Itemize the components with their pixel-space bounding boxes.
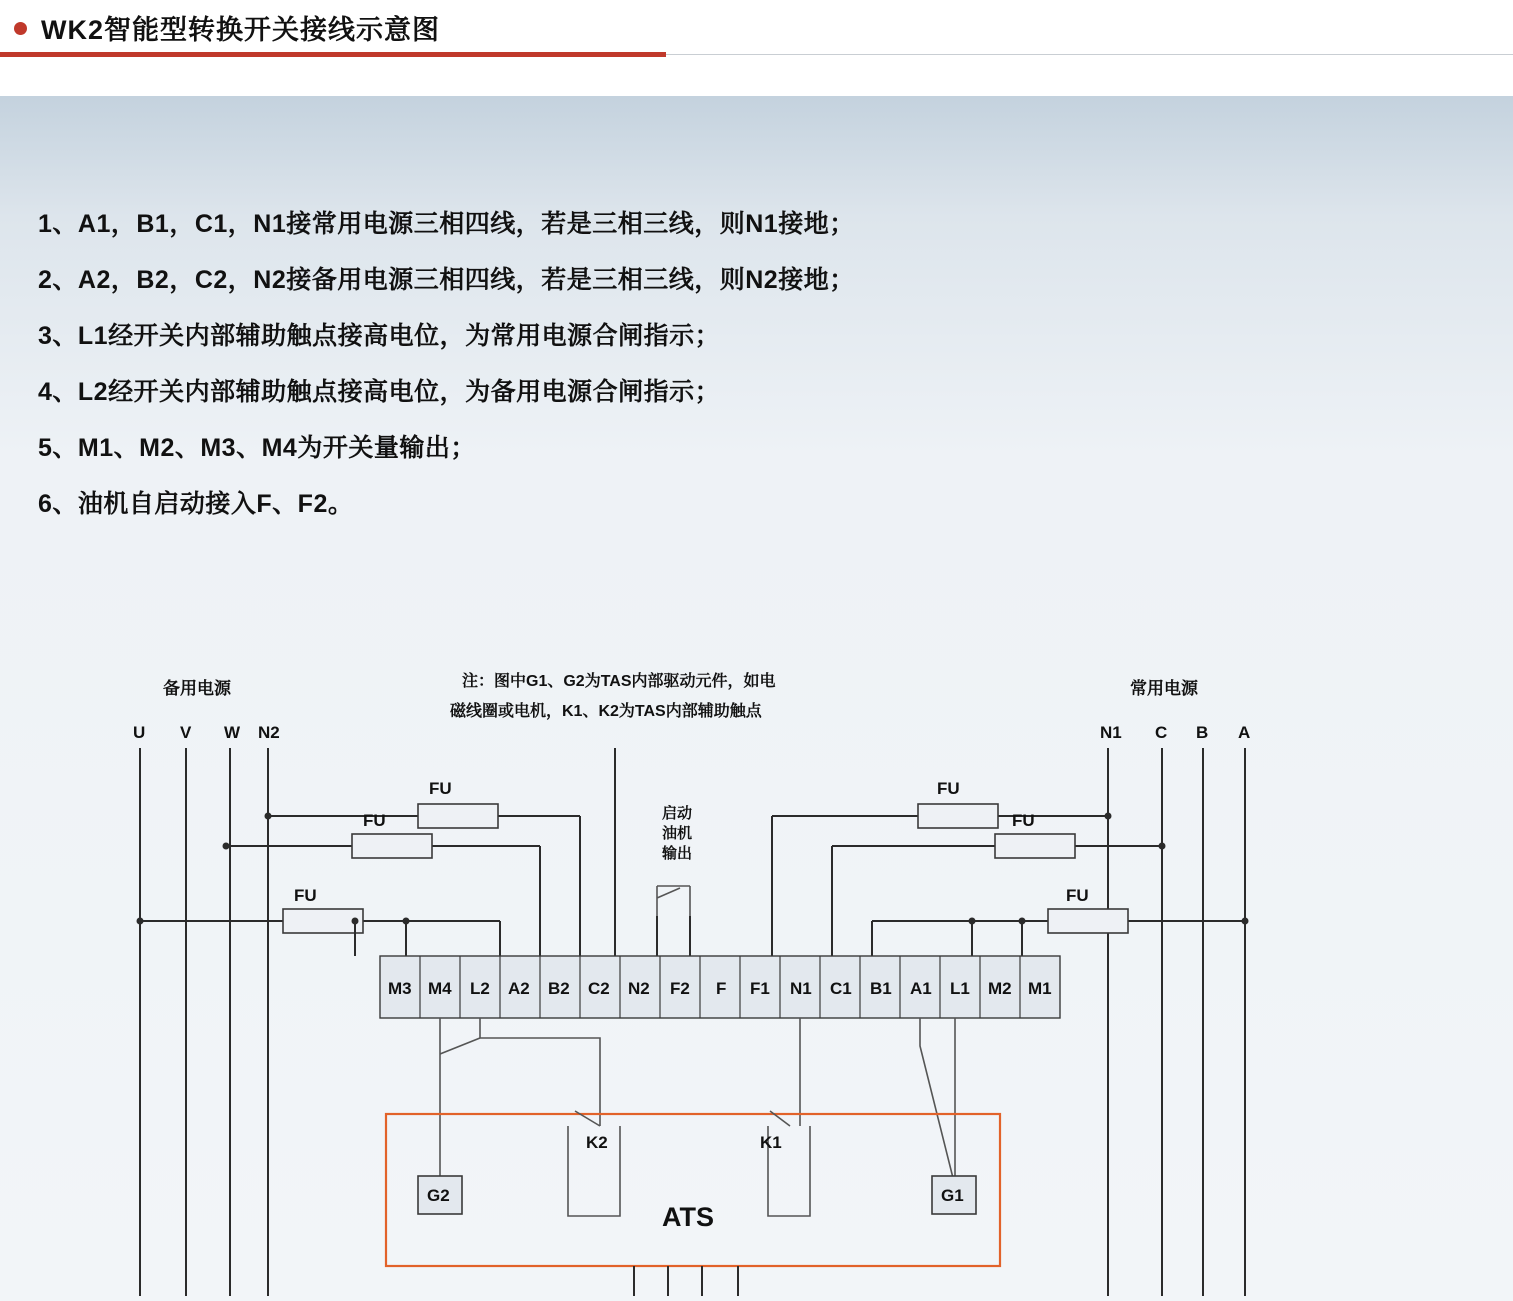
content-panel	[0, 96, 1513, 1301]
fuse-label: FU	[1012, 811, 1035, 830]
wiring-diagram	[0, 526, 1513, 1296]
diagram-note-line-1: 注：图中G1、G2为TAS内部驱动元件，如电	[462, 673, 776, 690]
note-item: 3、L1经开关内部辅助触点接高电位，为常用电源合闸指示；	[38, 322, 721, 350]
terminal-label: M4	[428, 979, 452, 998]
divider-accent	[0, 52, 666, 57]
note-item: 5、M1、M2、M3、M4为开关量输出；	[38, 434, 476, 462]
phase-label-n2: N2	[258, 723, 280, 742]
terminal-label: M1	[1028, 979, 1052, 998]
right-source-label: 常用电源	[1130, 679, 1198, 698]
phase-label-n1: N1	[1100, 723, 1122, 742]
fuse-left-3	[283, 909, 363, 933]
fuse-left-2	[352, 834, 432, 858]
contact-label-k2: K2	[586, 1133, 608, 1152]
contact-label-k1: K1	[760, 1133, 782, 1152]
phase-label-b: B	[1196, 723, 1209, 742]
terminal-label: B1	[870, 979, 892, 998]
phase-label-u: U	[133, 723, 146, 742]
terminal-label: F	[716, 979, 727, 998]
terminal-label: A2	[508, 979, 530, 998]
fuse-right-1	[918, 804, 998, 828]
fuse-right-3	[1048, 909, 1128, 933]
terminal-label: A1	[910, 979, 932, 998]
note-item: 6、油机自启动接入F、F2。	[38, 490, 354, 518]
terminal-label: C2	[588, 979, 610, 998]
driver-label-g2: G2	[427, 1186, 450, 1205]
driver-label-g1: G1	[941, 1186, 964, 1205]
terminal-label: B2	[548, 979, 570, 998]
note-item: 4、L2经开关内部辅助触点接高电位，为备用电源合闸指示；	[38, 378, 721, 406]
page-title: WK2智能型转换开关接线示意图	[41, 14, 440, 45]
ats-label: ATS	[662, 1202, 714, 1232]
note-item: 1、A1，B1，C1，N1接常用电源三相四线，若是三相三线，则N1接地；	[38, 210, 855, 238]
left-source-label: 备用电源	[163, 679, 231, 698]
phase-label-w: W	[224, 723, 241, 742]
start-output-line-3: 输出	[662, 845, 693, 862]
terminal-label: L2	[470, 979, 490, 998]
phase-label-c: C	[1155, 723, 1168, 742]
fuse-label: FU	[937, 779, 960, 798]
diagram-note-line-2: 磁线圈或电机，K1、K2为TAS内部辅助触点	[450, 703, 762, 720]
fuse-label: FU	[294, 886, 317, 905]
terminal-label: F1	[750, 979, 770, 998]
fuse-label: FU	[363, 811, 386, 830]
start-output-line-2: 油机	[662, 825, 693, 842]
terminal-label: M2	[988, 979, 1012, 998]
phase-label-v: V	[180, 723, 192, 742]
notes-list	[38, 196, 1238, 532]
page-title-row	[0, 0, 1513, 46]
fuse-label: FU	[429, 779, 452, 798]
note-item: 2、A2，B2，C2，N2接备用电源三相四线，若是三相三线，则N2接地；	[38, 266, 855, 294]
terminal-label: C1	[830, 979, 852, 998]
phase-label-a: A	[1238, 723, 1251, 742]
fuse-left-1	[418, 804, 498, 828]
fuse-label: FU	[1066, 886, 1089, 905]
terminal-label: M3	[388, 979, 412, 998]
title-divider	[0, 52, 1513, 62]
terminal-label: L1	[950, 979, 970, 998]
terminal-label: N1	[790, 979, 812, 998]
terminal-label: F2	[670, 979, 690, 998]
fuse-right-2	[995, 834, 1075, 858]
terminal-label: N2	[628, 979, 650, 998]
bullet-icon	[14, 22, 27, 35]
divider-line	[666, 54, 1513, 55]
start-output-line-1: 启动	[662, 805, 693, 822]
ats-enclosure	[386, 1114, 1000, 1266]
